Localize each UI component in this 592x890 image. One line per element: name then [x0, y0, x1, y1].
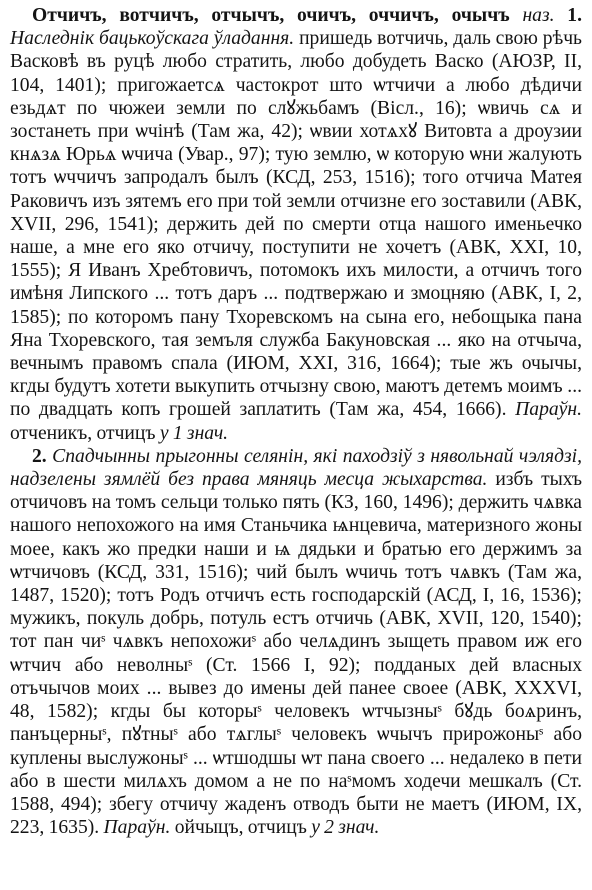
- sense-1-compare-label: Параўн.: [515, 399, 582, 421]
- sense-2-number: 2.: [32, 445, 47, 467]
- sense-2-definition: Спадчынны прыгонны селянін, які паходзіў з нявольнай чэлядзі, надзелены зямлёй без права мяняць месца жыхарства.: [10, 445, 582, 491]
- sense-1-citations: пришедь вотчичь, даль свою рѣчь Васковѣ въ руцѣ любо стратить, любо добудеть Васко (АЮЗР, II, 104, 1401); пригожаетсѧ частокрот што ѡтчичи а любо дѣдичи езьдѧт по чюжеи земли по слꙋжьбамъ (Вісл., 16); ѡвичь сѧ и зостанеть при ѡчінѣ (Там жа, 42); ѡвии хотѧхꙋ Витовта а дроузии кнѧзѧ Юрьѧ ѡчича (Увар., 97); тую землю, ѡ которую ѡни жалують тотъ ѡччичъ запродалъ былъ (КСД, 253, 1516); того отчича Матея Раковичъ изъ зятемъ его при той земли отчизне его зоставили (АВК, XVII, 296, 1541); держить дей по смерти отца нашого именьечко наше, а мне его яко отчичу, поступити не хочетъ (АВК, XXI, 10, 1555); Я Иванъ Хребтовичъ, потомокъ ихъ милости, а отчичъ того имѣня Липского ... тотъ даръ ... подтвержаю и змоцняю (АВК, I, 2, 1585); по которомъ пану Тхоревскомъ на сына его, небощыка пана Яна Тхоревского, тая земъля служба Бакуновская ... яко на отчыча, вечнымъ правомъ спала (ИЮМ, XXI, 316, 1664); тые жъ очычы, кгды будутъ хотети выкупить отчызну свою, маютъ детемъ моимъ ... по двадцать копъ грошей заплатить (Там жа, 454, 1666).: [10, 28, 582, 421]
- sense-2-citations: избъ тыхъ отчичовъ на томъ сельци только пять (КЗ, 160, 1496); держить чѧвка нашого непохожого на имя Станьчика ѩнцевича, материзного жоны моее, какъ жо предки наши и ѩ дядьки и братью его держимъ за ѡтчичовъ (КСД, 331, 1516); чий былъ ѡчичь тотъ чѧвкъ (Там жа, 1487, 1520); тотъ Родъ отчичъ есть господарскій (АСД, I, 16, 1536); мужикъ, покуль добрь, потуль естъ отчичь (АВК, XVII, 120, 1540); тот пан чиˢ чѧвкъ непохожиˢ або челѧдинъ зыщеть правом иж его ѡтчич або неволныˢ (Ст. 1566 I, 92); подданых дей власных отъчычов моих ... вывез до имены дей панее своее (АВК, XXXVI, 48, 1582); кгды бы которыˢ человекъ ѡтчызныˢ бꙋдь боѧринъ, панъцерныˢ, пꙋтныˢ або тѧглыˢ человекъ ѡчычъ прирожоныˢ або куплены выслужоныˢ ... ѡтшодшы ѡт пана своего ... недалеко в пети або в шести милѧхъ домом а не по наˢмомъ ходечи мешкалъ (Ст. 1588, 494); збегу отчичу жаденъ отводъ быти не маетъ (ИЮМ, IX, 223, 1635).: [10, 469, 582, 839]
- sense-2-paragraph: [10, 445, 582, 839]
- entry-headword: Отчичъ, вотчичъ, отчычъ, очичъ, оччичъ, очычъ: [32, 5, 510, 26]
- sense-1-definition: Наследнік бацькоўскага ўладання.: [10, 28, 295, 50]
- sense-1-paragraph: [10, 4, 582, 445]
- sense-1-number: 1.: [567, 5, 582, 26]
- part-of-speech: наз.: [522, 5, 555, 26]
- sense-2-sense-note: у 2 знач.: [311, 817, 380, 839]
- sense-2-compare-label: Параўн.: [103, 817, 171, 839]
- sense-2-compare-words: ойчыцъ, отчицъ: [174, 817, 307, 839]
- sense-1-sense-note: у 1 знач.: [159, 422, 229, 444]
- sense-1-compare-words: отченикъ, отчицъ: [10, 422, 156, 444]
